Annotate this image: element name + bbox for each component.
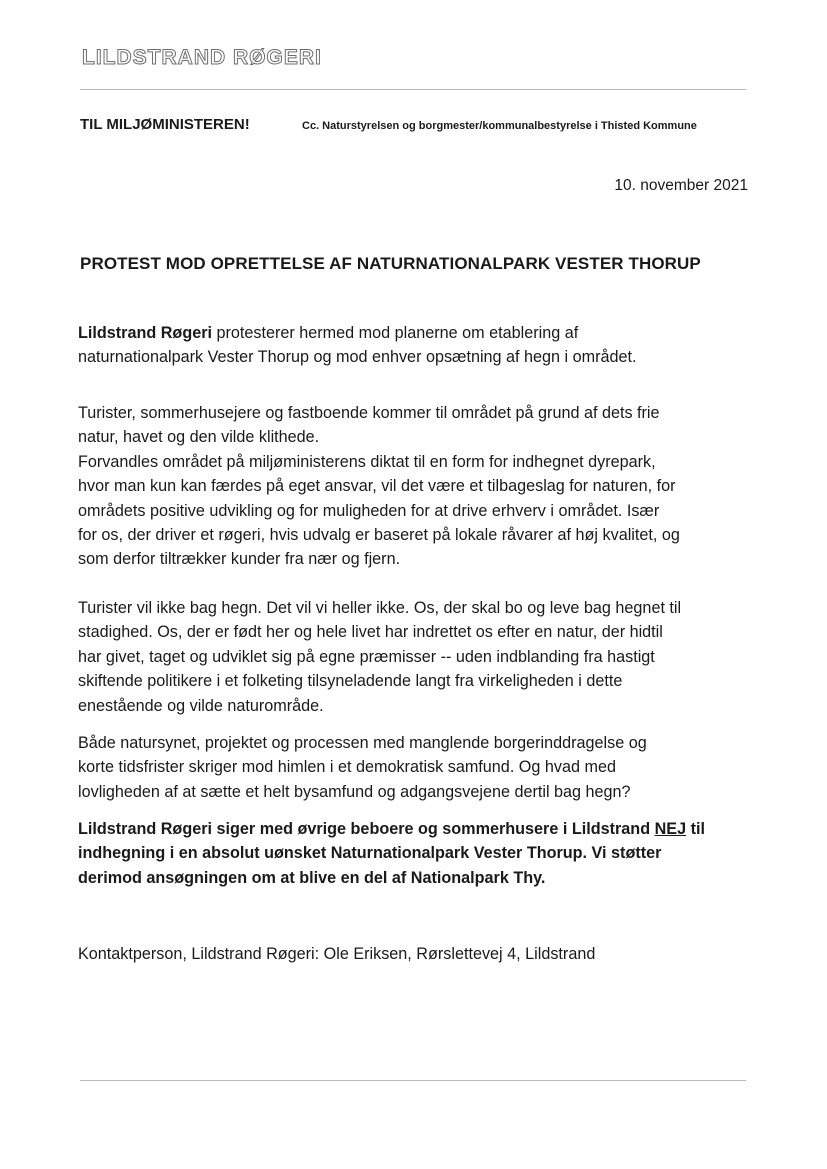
paragraph-line: derimod ansøgningen om at blive en del af Nationalpark Thy. — [78, 868, 546, 887]
paragraph-line: Kontaktperson, Lildstrand Røgeri: Ole Eriksen, Rørslettevej 4, Lildstrand — [78, 945, 596, 963]
paragraph-line: har givet, taget og udviklet sig på egne præmisser -- uden indblanding fra hastigt — [78, 647, 655, 666]
paragraph-line: enestående og vilde naturområde. — [78, 696, 324, 715]
recipient: TIL MILJØMINISTEREN! — [80, 116, 250, 133]
letter-date: 10. november 2021 — [614, 177, 748, 194]
paragraph-process — [78, 731, 758, 804]
paragraph-line: lovligheden af at sætte et helt bysamfund og adgangsvejene dertil bag hegn? — [78, 782, 631, 801]
paragraph-text: til — [686, 820, 705, 838]
paragraph-line: indhegning i en absolut uønsket Naturnationalpark Vester Thorup. Vi støtter — [78, 844, 662, 863]
paragraph-line: områdets positive udvikling og for muligheden for at drive erhverv i området. Især — [78, 501, 660, 520]
paragraph-line: Forvandles området på miljøministerens diktat til en form for indhegnet dyrepark, — [78, 452, 656, 471]
paragraph-line: Både natursynet, projektet og processen med manglende borgerinddragelse og — [78, 734, 647, 752]
company-name: Lildstrand Røgeri — [78, 324, 213, 342]
company-logo: LILDSTRAND RØGERI — [82, 46, 322, 69]
header-divider — [80, 89, 746, 90]
paragraph-line: skiftende politikere i et folketing tilsyneladende langt fra virkeligheden i dette — [78, 672, 623, 691]
paragraph-line: natur, havet og den vilde klithede. — [78, 428, 320, 447]
paragraph-text: Lildstrand Røgeri siger med øvrige beboere og sommerhusere i Lildstrand — [78, 820, 655, 838]
paragraph-line: korte tidsfrister skriger mod himlen i et demokratisk samfund. Og hvad med — [78, 758, 616, 777]
paragraph-line: hvor man kun kan færdes på eget ansvar, vil det være et tilbageslag for naturen, for — [78, 477, 676, 496]
nej-emphasis: NEJ — [654, 820, 687, 838]
paragraph-intro — [78, 321, 758, 370]
paragraph-line: naturnationalpark Vester Thorup og mod enhver opsætning af hegn i området. — [78, 348, 637, 367]
paragraph-tourism — [78, 401, 758, 572]
letter-title: PROTEST MOD OPRETTELSE AF NATURNATIONALPARK VESTER THORUP — [80, 254, 701, 273]
paragraph-line: for os, der driver et røgeri, hvis udvalg er baseret på lokale råvarer af høj kvalitet, og — [78, 526, 680, 545]
paragraph-line: Turister vil ikke bag hegn. Det vil vi heller ikke. Os, der skal bo og leve bag hegnet til — [78, 599, 682, 617]
paragraph-conclusion — [78, 817, 758, 890]
paragraph-line: som derfor tiltrækker kunder fra nær og fjern. — [78, 550, 401, 569]
paragraph-line: Turister, sommerhusejere og fastboende kommer til området på grund af dets frie — [78, 404, 660, 422]
paragraph-text: protesterer hermed mod planerne om etablering af — [212, 324, 579, 342]
cc-line: Cc. Naturstyrelsen og borgmester/kommunalbestyrelse i Thisted Kommune — [302, 120, 697, 132]
footer-divider — [80, 1080, 746, 1081]
paragraph-line — [78, 817, 758, 841]
paragraph-line — [78, 321, 758, 345]
contact-person — [78, 942, 758, 966]
paragraph-fences — [78, 596, 758, 718]
paragraph-line: stadighed. Os, der er født her og hele livet har indrettet os efter en natur, der hidtil — [78, 623, 663, 642]
